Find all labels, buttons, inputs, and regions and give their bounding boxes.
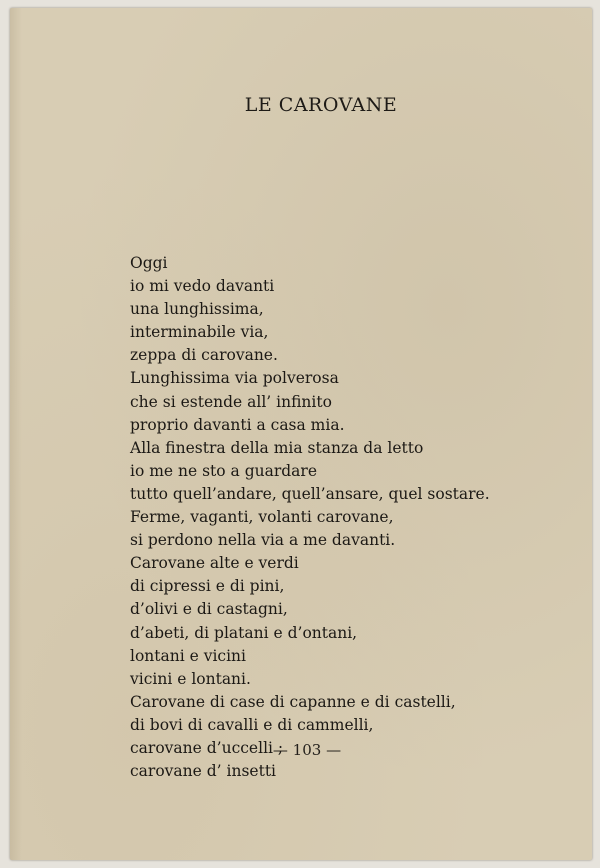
poem-line: Oggi — [130, 254, 168, 272]
poem-line: lontani e vicini — [130, 646, 247, 665]
poem-line: interminabile via, — [130, 323, 269, 342]
poem-line: io mi vedo davanti — [130, 277, 275, 296]
poem-line: Carovane di case di capanne e di castelli, — [130, 692, 456, 711]
poem-line: si perdono nella via a me davanti. — [130, 531, 396, 550]
poem-line: carovane d’ insetti — [130, 762, 277, 781]
poem-line: di bovi di cavalli e di cammelli, — [130, 715, 374, 734]
poem-line: io me ne sto a guardare — [130, 461, 318, 480]
poem-line: Lunghissima via polverosa — [130, 369, 339, 388]
page-number: — 103 — — [272, 741, 342, 759]
poem-line: d’olivi e di castagni, — [130, 600, 288, 619]
poem-line: d’abeti, di platani e d’ontani, — [130, 623, 358, 642]
poem-line: proprio davanti a casa mia. — [130, 415, 345, 434]
poem-line: zeppa di carovane. — [130, 346, 278, 365]
poem-line: carovane d’uccelli ; — [130, 738, 284, 757]
poem-line: una lunghissima, — [130, 300, 264, 319]
poem-line: tutto quell’andare, quell’ansare, quel sostare. — [130, 484, 490, 503]
poem-body — [130, 252, 490, 783]
book-page — [10, 8, 592, 860]
poem-line: Alla finestra della mia stanza da letto — [130, 438, 424, 457]
poem-line: Ferme, vaganti, volanti carovane, — [130, 508, 394, 527]
poem-line: vicini e lontani. — [130, 669, 251, 688]
poem-title: LE CAROVANE — [244, 94, 398, 116]
poem-line: che si estende all’ infinito — [130, 392, 332, 411]
poem-line: Carovane alte e verdi — [130, 554, 299, 573]
poem-line: di cipressi e di pini, — [130, 577, 285, 596]
